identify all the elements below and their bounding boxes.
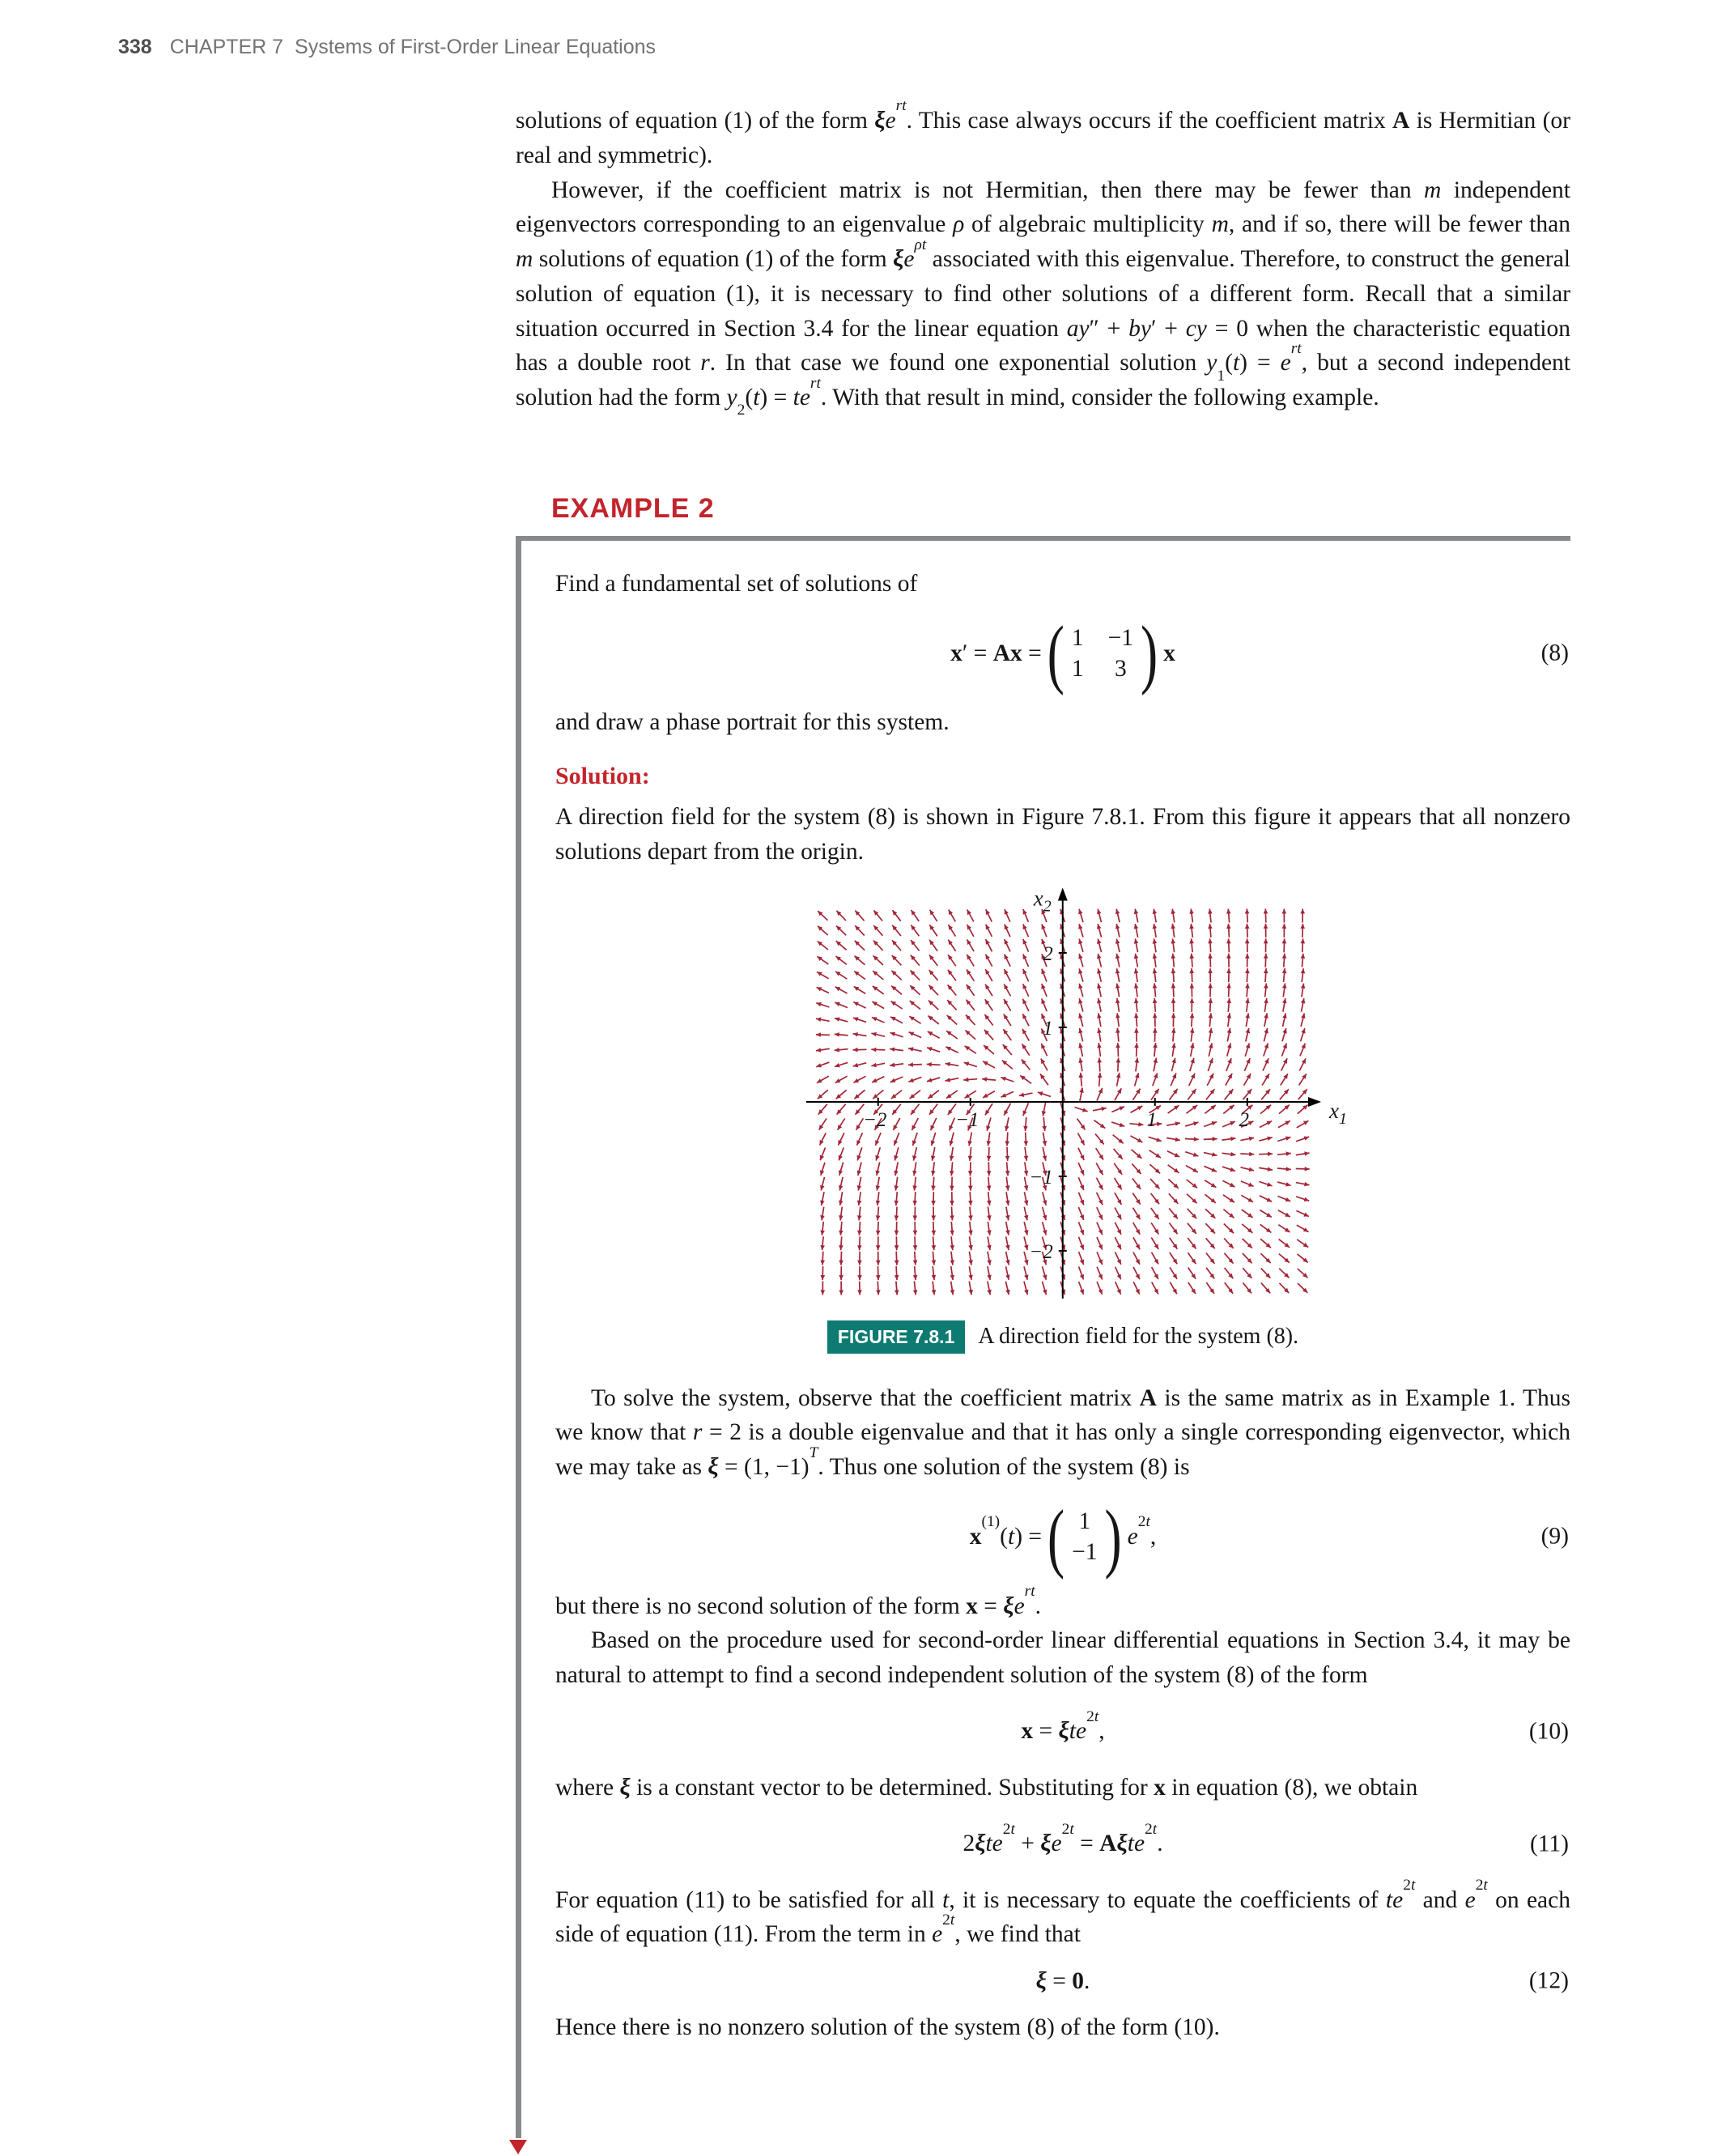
equation-12-body: ξ = 0. <box>1035 1967 1090 1994</box>
chapter-label: CHAPTER 7 <box>169 36 284 58</box>
svg-text:−1: −1 <box>1029 1166 1053 1189</box>
matrix-cell: 1 <box>1071 624 1084 651</box>
svg-text:−2: −2 <box>863 1108 887 1131</box>
equation-8-lhs: x′ = Ax = <box>950 640 1042 666</box>
page-content <box>516 97 1571 2045</box>
matrix-cell: 1 <box>1071 656 1084 682</box>
svg-text:1: 1 <box>1146 1108 1158 1131</box>
vector-entries <box>1064 1506 1105 1568</box>
svg-text:−1: −1 <box>955 1108 979 1131</box>
matrix-entries <box>1064 623 1141 685</box>
paragraph-where: where ξ is a constant vector to be determined. Substituting for x in equation (8), we obtain <box>555 1774 1418 1801</box>
svg-text:2: 2 <box>1043 942 1053 965</box>
example-heading: EXAMPLE 2 <box>551 492 715 524</box>
paragraph-for-equation-11: For equation (11) to be satisfied for all t, it is necessary to equate the coefficients of $te^{2t}$ and $e^{2t}$ on each side of equation (11). From the term in $e^{2t}$, we find that <box>555 1877 1570 1948</box>
equation-8-number: (8) <box>1540 640 1569 666</box>
svg-text:2: 2 <box>1239 1108 1250 1131</box>
coefficient-matrix <box>1047 610 1158 697</box>
equation-10 <box>555 1707 1570 1750</box>
equation-9-rhs: $e^{2t}$, <box>1127 1513 1157 1550</box>
equation-9-number: (9) <box>1540 1523 1569 1550</box>
svg-text:x2: $x_2$ <box>1033 886 1052 916</box>
equation-12-number: (12) <box>1528 1967 1569 1994</box>
paragraph-to-solve: To solve the system, observe that the coefficient matrix A is the same matrix as in Example 1. Thus we know that r = 2 is a double eigenvalue and that it has only a single corresponding eigenvector, which we may take as ξ = (1, −1)$^T$. Thus one solution of the system (8) is <box>555 1384 1571 1481</box>
figure-caption-text: A direction field for the system (8). <box>978 1324 1299 1350</box>
equation-10-body: x = ξte$^{2t}$, <box>1021 1707 1105 1745</box>
matrix-cell: 3 <box>1114 656 1127 682</box>
svg-text:1: 1 <box>1043 1017 1053 1040</box>
chapter-title: Systems of First-Order Linear Equations <box>295 36 657 58</box>
continuation-arrow-icon <box>509 2140 527 2154</box>
svg-text:−2: −2 <box>1029 1240 1053 1263</box>
equation-8-rhs: x <box>1163 640 1175 666</box>
figure-badge: FIGURE 7.8.1 <box>827 1320 965 1354</box>
eigenvector-column <box>1047 1493 1122 1580</box>
right-paren: ) <box>1104 1493 1122 1580</box>
example-body <box>516 541 1570 2045</box>
equation-9-lhs: $x^{(1)}(t)$ = <box>969 1513 1043 1550</box>
equation-9 <box>555 1493 1570 1580</box>
after-equation-8-text: and draw a phase portrait for this system. <box>555 709 950 736</box>
left-paren: ( <box>1047 610 1064 697</box>
example-2-section <box>516 493 1570 2045</box>
example-side-bar <box>516 536 521 2138</box>
example-intro-text: Find a fundamental set of solutions of <box>555 570 918 597</box>
solution-label: Solution: <box>555 763 650 790</box>
equation-11-number: (11) <box>1529 1831 1569 1857</box>
equation-11 <box>555 1820 1570 1862</box>
solution-paragraph: A direction field for the system (8) is shown in Figure 7.8.1. From this figure it appears that all nonzero solutions depart from the origin. <box>555 804 1570 865</box>
equation-10-number: (10) <box>1528 1718 1569 1745</box>
running-head <box>118 36 656 59</box>
direction-field-plot <box>801 886 1347 1304</box>
right-paren: ) <box>1141 610 1158 697</box>
figure-caption <box>827 1320 1298 1354</box>
matrix-cell: −1 <box>1107 624 1134 651</box>
intro-paragraph-1: solutions of equation (1) of the form $\xi e^{rt}$. This case always occurs if the coefficient matrix A is Hermitian (or real and symmetric). <box>516 97 1570 168</box>
equation-11-body: $2\xi te^{2t} + \xi e^{2t} = A\xi te^{2t}$. <box>962 1820 1163 1857</box>
matrix-cell: −1 <box>1072 1539 1098 1566</box>
equation-8 <box>555 610 1570 697</box>
left-paren: ( <box>1047 1493 1065 1580</box>
figure-7-8-1 <box>555 887 1570 1381</box>
paragraph-no-second: but there is no second solution of the form $x = \xi e^{rt}$. <box>555 1583 1042 1619</box>
page-number: 338 <box>118 36 152 58</box>
equation-12 <box>555 1963 1570 1999</box>
paragraph-based: Based on the procedure used for second-order linear differential equations in Section 3.4, it may be natural to attempt to find a second independent solution of the system (8) of the form <box>555 1627 1570 1689</box>
paragraph-hence: Hence there is no nonzero solution of the system (8) of the form (10). <box>555 2014 1220 2041</box>
svg-text:x1: $x_1$ <box>1329 1098 1347 1128</box>
intro-paragraph-2: However, if the coefficient matrix is not Hermitian, then there may be fewer than m independent eigenvectors corresponding to an eigenvalue ρ of algebraic multiplicity m, and if so, there will be fewer than m solutions of equation (1) of the form $\xi e^{\rho t}$ associated with this eigenvalue. Therefore, to construct the general solution of equation (1), it is necessary to find other solutions of a different form. Recall that a similar situation occurred in Section 3.4 for the linear equation ay″ + by′ + cy = 0 when the characteristic equation has a double root r. In that case we found one exponential solution $y_1(t) = e^{rt}$, but a second independent solution had the form $y_2(t) = te^{rt}$. With that result in mind, consider the following example. <box>516 176 1571 419</box>
matrix-cell: 1 <box>1078 1507 1091 1534</box>
